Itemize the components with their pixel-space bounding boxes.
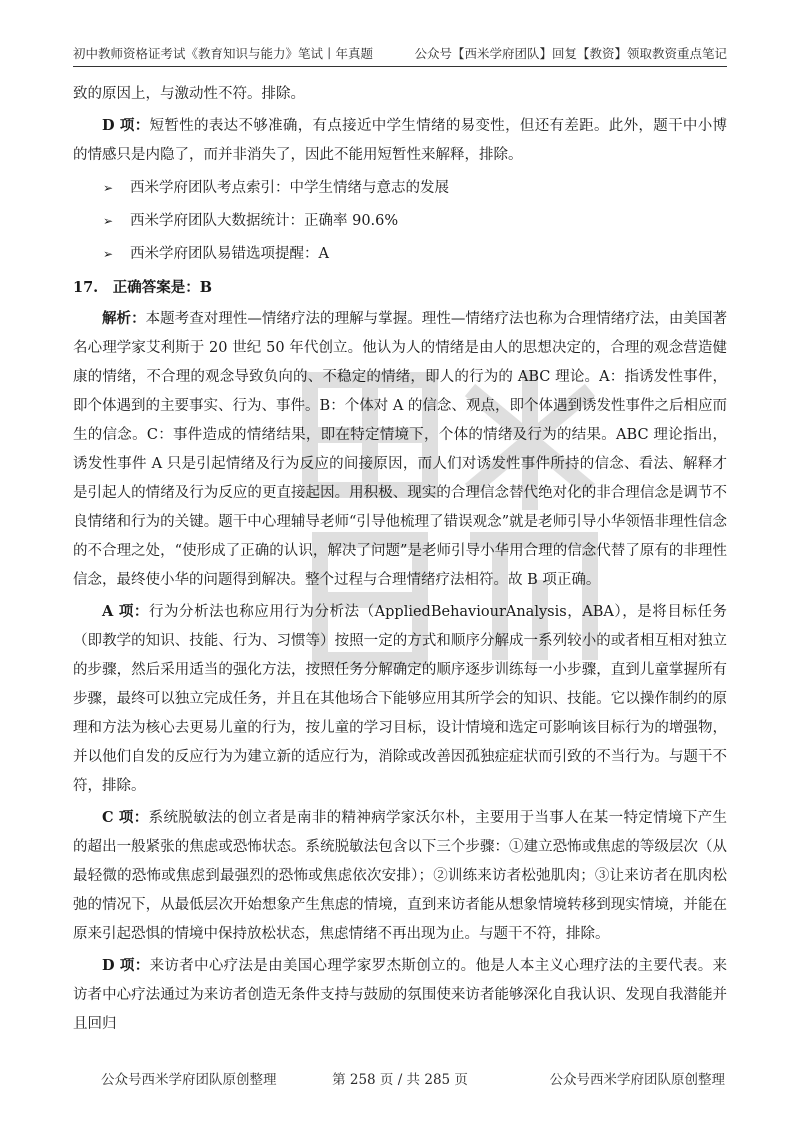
option-label: C 项： [102,809,149,826]
paragraph-option-a [73,597,727,801]
paragraph-continuation: 致的原因上，与激动性不符。排除。 [73,86,305,102]
analysis-label: 解析： [102,310,146,327]
header-right-text: 公众号【西米学府团队】回复【教资】领取教资重点笔记 [414,46,727,61]
page-content [73,80,727,1041]
option-label: A 项： [102,603,149,620]
list-item [73,240,727,269]
analysis-text: 本题考查对理性—情绪疗法的理解与掌握。理性—情绪疗法也称为合理情绪疗法，由美国著名心理学家艾利斯于 20 世纪 50 年代创立。他认为人的情绪是由人的思想决定的，合理的观念营造健康的情绪，不合理的观念导致负向的、不稳定的情绪，即人的行为的 ABC 理论。A：指诱发性事件，即个体遇到的主要事实、行为、事件。B：个体对 A 的信念、观点，即个体遇到诱发性事件之后相应而生的信念。C：事件造成的情绪结果，即在特定情境下，个体的情绪及行为的结果。ABC 理论指出，诱发性事件 A 只是引起情绪及行为反应的间接原因，而人们对诱发性事件所持的信念、看法、解释才是引起人的情绪及行为反应的更直接起因。用积极、现实的合理信念替代绝对化的非合理信念是调节不良情绪和行为的关键。题干中心理辅导老师“引导他梳理了错误观念”就是老师引导小华领悟非理性信念的不合理之处，“使形成了正确的认识，解决了问题”是老师引导小华用合理的信念代替了原有的非理性信念，最终使小华的问题得到解决。整个过程与合理情绪疗法相符。故 B 项正确。 [73,311,727,588]
option-text: 来访者中心疗法是由美国心理学家罗杰斯创立的。他是人本主义心理疗法的主要代表。来访者中心疗法通过为来访者创造无条件支持与鼓励的氛围使来访者能够深化自我认识、发现自我潜能并且回归 [73,958,728,1032]
bullet-text: 西米学府团队易错选项提醒：A [130,246,329,262]
paragraph-option-d-16 [73,111,727,170]
arrow-bullet-icon: ➢ [103,247,114,261]
option-label: D 项： [102,117,150,134]
header-left-text: 初中教师资格证考试《教育知识与能力》笔试丨年真题 [73,46,374,61]
list-item [73,207,727,236]
footer-left-text: 公众号西米学府团队原创整理 [101,1072,277,1088]
paragraph-option-d [73,951,727,1039]
page-header [73,38,727,67]
paragraph-analysis [73,304,727,595]
option-text: 系统脱敏法的创立者是南非的精神病学家沃尔朴，主要用于当事人在某一特定情境下产生的超出一般紧张的焦虑或恐怖状态。系统脱敏法包含以下三个步骤：①建立恐怖或焦虑的等级层次（从最轻微的恐怖或焦虑到最强烈的恐怖或焦虑依次安排）；②训练来访者松弛肌肉；③让来访者在肌肉松弛的情况下，从最低层次开始想象产生焦虑的情境，直到来访者能从想象情境转移到现实情境，并能在原来引起恐惧的情境中保持放松状态，焦虑情绪不再出现为止。与题干不符，排除。 [73,810,727,942]
footer-right-text: 公众号西米学府团队原创整理 [549,1072,725,1088]
page-number: 第 258 页 / 共 285 页 [332,1072,468,1088]
bullet-text: 西米学府团队考点索引：中学生情绪与意志的发展 [130,180,449,196]
bullet-text: 西米学府团队大数据统计：正确率 90.6% [130,213,399,229]
option-label: D 项： [102,957,150,974]
list-item [73,174,727,203]
arrow-bullet-icon: ➢ [103,214,114,228]
question-17-answer-title: 17. 正确答案是：B [73,279,212,296]
option-text: 短暂性的表达不够准确，有点接近中学生情绪的易变性，但还有差距。此外，题干中小博的情感只是内隐了，而并非消失了，因此不能用短暂性来解释，排除。 [73,118,728,163]
option-text: 行为分析法也称应用行为分析法（AppliedBehaviourAnalysis，ABA），是将目标任务（即教学的知识、技能、行为、习惯等）按照一定的方式和顺序分解成一系列较小的或者相互相对独立的步骤，然后采用适当的强化方法，按照任务分解确定的顺序逐步训练每一小步骤，直到儿童掌握所有步骤，最终可以独立完成任务，并且在其他场合下能够应用其所学会的知识、技能。它以操作制约的原理和方法为核心去更易儿童的行为，按儿童的学习目标，设计情境和选定可影响该目标行为的增强物，并以他们自发的反应行为为建立新的适应行为，消除或改善因孤独症症状而引致的不当行为。与题干不符，排除。 [73,604,727,794]
paragraph-option-c [73,803,727,949]
arrow-bullet-icon: ➢ [103,181,114,195]
